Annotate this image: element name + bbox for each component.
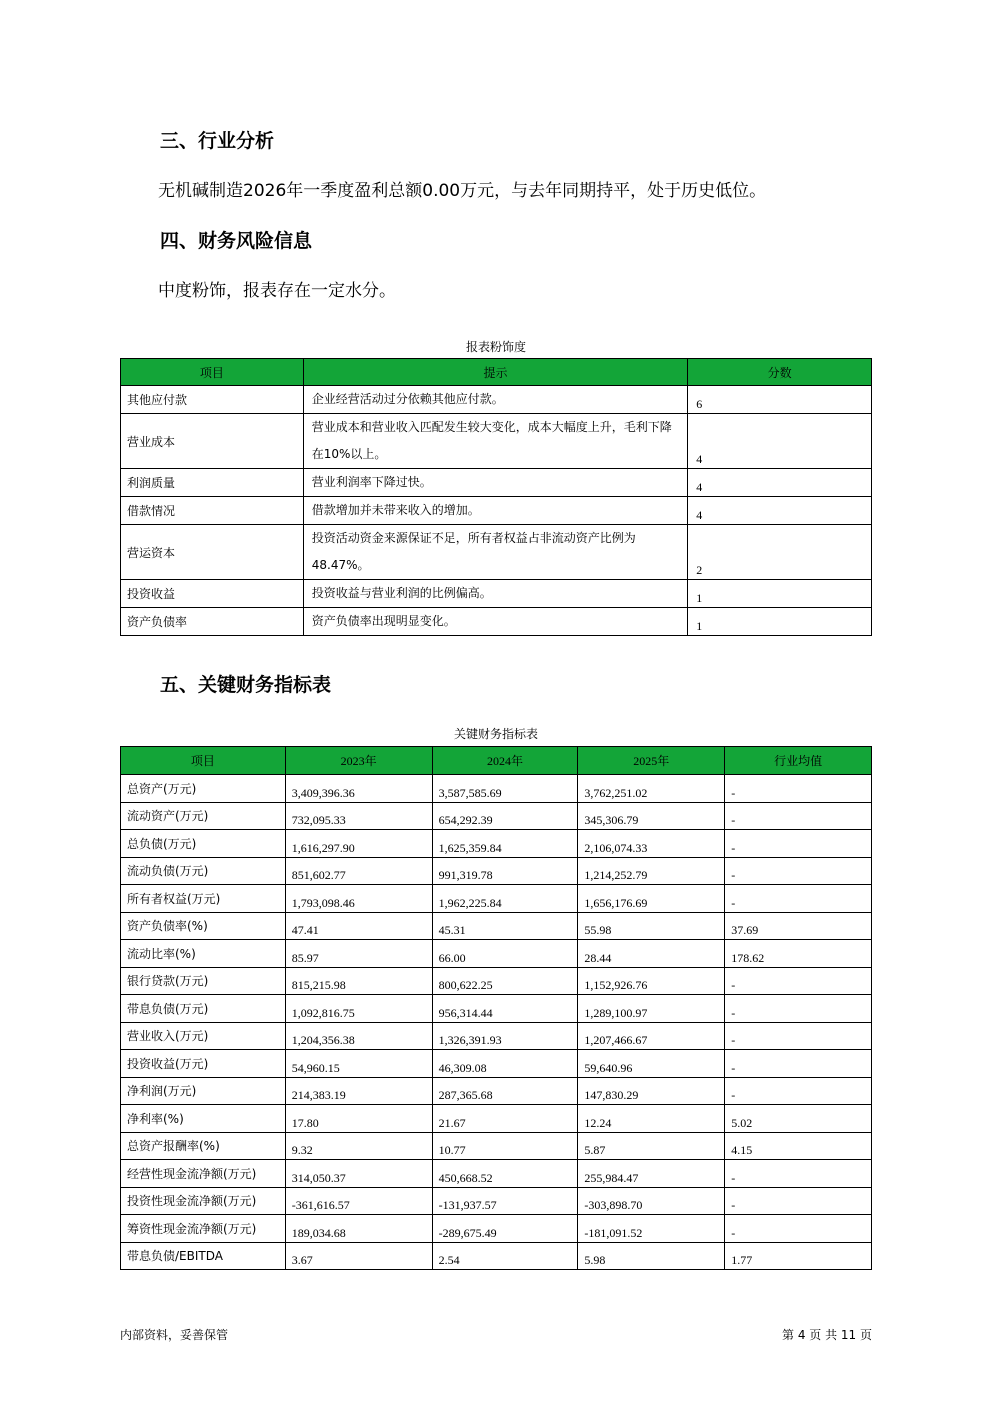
fin-value-cell: -	[725, 1160, 872, 1188]
risk-item-cell: 资产负债率	[121, 608, 304, 636]
fin-value-cell: -	[725, 857, 872, 885]
fin-table-row	[121, 1105, 872, 1133]
fin-table-row	[121, 857, 872, 885]
page-number: 第 4 页 共 11 页	[782, 1328, 872, 1342]
fin-table-caption: 关键财务指标表	[453, 727, 538, 741]
fin-value-cell: 59,640.96	[578, 1050, 725, 1078]
fin-value-cell: 345,306.79	[578, 802, 725, 830]
fin-table-row	[121, 1187, 872, 1215]
fin-table-row	[121, 885, 872, 913]
fin-item-cell: 流动比率(%)	[121, 940, 286, 968]
fin-value-cell: -181,091.52	[578, 1215, 725, 1243]
risk-item-cell: 营业成本	[121, 414, 304, 469]
fin-table-row	[121, 940, 872, 968]
fin-table-header	[121, 747, 872, 775]
fin-header-2024: 2024年	[432, 747, 578, 775]
risk-score-cell: 6	[688, 386, 872, 414]
risk-table-row	[121, 414, 872, 469]
fin-value-cell: 1,204,356.38	[285, 1022, 432, 1050]
fin-value-cell: -	[725, 1187, 872, 1215]
fin-value-cell: 147,830.29	[578, 1077, 725, 1105]
section-4-title: 四、财务风险信息	[160, 230, 313, 252]
risk-item-cell: 投资收益	[121, 580, 304, 608]
fin-value-cell: 46,309.08	[432, 1050, 578, 1078]
fin-value-cell: 3,409,396.36	[285, 775, 432, 803]
fin-item-cell: 营业收入(万元)	[121, 1022, 286, 1050]
risk-table-row	[121, 386, 872, 414]
fin-value-cell: 1,289,100.97	[578, 995, 725, 1023]
fin-header-2025: 2025年	[578, 747, 725, 775]
risk-score-cell: 4	[688, 497, 872, 525]
risk-header-item: 项目	[121, 359, 304, 386]
fin-value-cell: -	[725, 1077, 872, 1105]
fin-value-cell: 37.69	[725, 912, 872, 940]
fin-item-cell: 银行贷款(万元)	[121, 967, 286, 995]
fin-item-cell: 流动资产(万元)	[121, 802, 286, 830]
fin-table-row	[121, 1077, 872, 1105]
fin-value-cell: 3.67	[285, 1242, 432, 1270]
fin-value-cell: 654,292.39	[432, 802, 578, 830]
fin-value-cell: -	[725, 995, 872, 1023]
fin-value-cell: 54,960.15	[285, 1050, 432, 1078]
risk-score-cell: 2	[688, 525, 872, 580]
risk-header-score: 分数	[688, 359, 872, 386]
fin-value-cell: 85.97	[285, 940, 432, 968]
fin-value-cell: 1,214,252.79	[578, 857, 725, 885]
risk-table-caption: 报表粉饰度	[465, 340, 526, 354]
risk-item-cell: 借款情况	[121, 497, 304, 525]
fin-value-cell: 287,365.68	[432, 1077, 578, 1105]
section-5-title: 五、关键财务指标表	[160, 674, 332, 696]
section-3-text: 无机碱制造2026年一季度盈利总额0.00万元，与去年同期持平，处于历史低位。	[158, 181, 767, 201]
risk-item-cell: 其他应付款	[121, 386, 304, 414]
fin-value-cell: 851,602.77	[285, 857, 432, 885]
risk-score-cell: 1	[688, 608, 872, 636]
fin-value-cell: 3,587,585.69	[432, 775, 578, 803]
fin-value-cell: -289,675.49	[432, 1215, 578, 1243]
fin-value-cell: 1,625,359.84	[432, 830, 578, 858]
fin-value-cell: -	[725, 802, 872, 830]
section-3-title: 三、行业分析	[160, 130, 275, 152]
fin-header-item: 项目	[121, 747, 286, 775]
fin-table-row	[121, 1215, 872, 1243]
risk-table-row	[121, 525, 872, 580]
fin-value-cell: 732,095.33	[285, 802, 432, 830]
risk-table-row	[121, 608, 872, 636]
fin-value-cell: 815,215.98	[285, 967, 432, 995]
risk-hint-cell: 资产负债率出现明显变化。	[303, 608, 688, 636]
fin-item-cell: 经营性现金流净额(万元)	[121, 1160, 286, 1188]
fin-value-cell: 9.32	[285, 1132, 432, 1160]
section-4-text: 中度粉饰，报表存在一定水分。	[158, 281, 396, 301]
fin-table-row	[121, 1022, 872, 1050]
fin-value-cell: 5.87	[578, 1132, 725, 1160]
fin-value-cell: 1,326,391.93	[432, 1022, 578, 1050]
risk-score-cell: 1	[688, 580, 872, 608]
fin-item-cell: 筹资性现金流净额(万元)	[121, 1215, 286, 1243]
risk-table-header	[121, 359, 872, 386]
fin-value-cell: 1,152,926.76	[578, 967, 725, 995]
risk-hint-cell: 营业利润率下降过快。	[303, 469, 688, 497]
fin-value-cell: 28.44	[578, 940, 725, 968]
fin-value-cell: -	[725, 1215, 872, 1243]
footer-note: 内部资料，妥善保管	[120, 1328, 229, 1342]
fin-item-cell: 带息负债(万元)	[121, 995, 286, 1023]
fin-table-row	[121, 912, 872, 940]
fin-value-cell: -	[725, 1022, 872, 1050]
fin-item-cell: 流动负债(万元)	[121, 857, 286, 885]
fin-value-cell: -	[725, 885, 872, 913]
risk-score-cell: 4	[688, 469, 872, 497]
fin-value-cell: 1,616,297.90	[285, 830, 432, 858]
risk-hint-cell: 企业经营活动过分依赖其他应付款。	[303, 386, 688, 414]
fin-value-cell: -	[725, 967, 872, 995]
fin-value-cell: 45.31	[432, 912, 578, 940]
fin-value-cell: 3,762,251.02	[578, 775, 725, 803]
fin-item-cell: 所有者权益(万元)	[121, 885, 286, 913]
fin-table-row	[121, 802, 872, 830]
risk-table-row	[121, 469, 872, 497]
fin-value-cell: 66.00	[432, 940, 578, 968]
fin-value-cell: 5.02	[725, 1105, 872, 1133]
fin-value-cell: 1,962,225.84	[432, 885, 578, 913]
risk-hint-cell: 投资活动资金来源保证不足，所有者权益占非流动资产比例为48.47%。	[303, 525, 688, 580]
fin-table-row	[121, 1242, 872, 1270]
fin-header-industry-avg: 行业均值	[725, 747, 872, 775]
fin-value-cell: 17.80	[285, 1105, 432, 1133]
fin-value-cell: 10.77	[432, 1132, 578, 1160]
fin-value-cell: 450,668.52	[432, 1160, 578, 1188]
fin-value-cell: 1,092,816.75	[285, 995, 432, 1023]
fin-header-2023: 2023年	[285, 747, 432, 775]
fin-table-row	[121, 1050, 872, 1078]
fin-value-cell: -	[725, 775, 872, 803]
fin-value-cell: 1,656,176.69	[578, 885, 725, 913]
fin-item-cell: 带息负债/EBITDA	[121, 1242, 286, 1270]
fin-table-row	[121, 967, 872, 995]
fin-value-cell: 55.98	[578, 912, 725, 940]
fin-table-row	[121, 1160, 872, 1188]
fin-value-cell: 189,034.68	[285, 1215, 432, 1243]
risk-score-cell: 4	[688, 414, 872, 469]
fin-value-cell: 991,319.78	[432, 857, 578, 885]
fin-table-row	[121, 995, 872, 1023]
fin-value-cell: 1,793,098.46	[285, 885, 432, 913]
fin-value-cell: 47.41	[285, 912, 432, 940]
fin-value-cell: -	[725, 1050, 872, 1078]
fin-item-cell: 投资性现金流净额(万元)	[121, 1187, 286, 1215]
fin-value-cell: -	[725, 830, 872, 858]
fin-item-cell: 总资产报酬率(%)	[121, 1132, 286, 1160]
fin-value-cell: 956,314.44	[432, 995, 578, 1023]
fin-table-row	[121, 775, 872, 803]
fin-value-cell: 178.62	[725, 940, 872, 968]
fin-value-cell: 1,207,466.67	[578, 1022, 725, 1050]
fin-value-cell: 21.67	[432, 1105, 578, 1133]
fin-value-cell: 12.24	[578, 1105, 725, 1133]
fin-value-cell: 255,984.47	[578, 1160, 725, 1188]
fin-value-cell: 2.54	[432, 1242, 578, 1270]
fin-value-cell: 5.98	[578, 1242, 725, 1270]
risk-hint-cell: 借款增加并未带来收入的增加。	[303, 497, 688, 525]
fin-table-row	[121, 830, 872, 858]
fin-item-cell: 净利率(%)	[121, 1105, 286, 1133]
risk-table-row	[121, 497, 872, 525]
risk-hint-cell: 营业成本和营业收入匹配发生较大变化，成本大幅度上升，毛利下降在10%以上。	[303, 414, 688, 469]
fin-value-cell: -361,616.57	[285, 1187, 432, 1215]
fin-table	[120, 746, 872, 1270]
fin-item-cell: 总负债(万元)	[121, 830, 286, 858]
fin-value-cell: 314,050.37	[285, 1160, 432, 1188]
fin-table-row	[121, 1132, 872, 1160]
risk-table	[120, 358, 872, 636]
fin-value-cell: 4.15	[725, 1132, 872, 1160]
risk-hint-cell: 投资收益与营业利润的比例偏高。	[303, 580, 688, 608]
fin-item-cell: 资产负债率(%)	[121, 912, 286, 940]
fin-item-cell: 投资收益(万元)	[121, 1050, 286, 1078]
fin-item-cell: 净利润(万元)	[121, 1077, 286, 1105]
risk-item-cell: 利润质量	[121, 469, 304, 497]
fin-value-cell: 2,106,074.33	[578, 830, 725, 858]
fin-item-cell: 总资产(万元)	[121, 775, 286, 803]
fin-value-cell: 1.77	[725, 1242, 872, 1270]
risk-item-cell: 营运资本	[121, 525, 304, 580]
fin-value-cell: 214,383.19	[285, 1077, 432, 1105]
fin-value-cell: -131,937.57	[432, 1187, 578, 1215]
fin-value-cell: 800,622.25	[432, 967, 578, 995]
risk-table-row	[121, 580, 872, 608]
fin-value-cell: -303,898.70	[578, 1187, 725, 1215]
risk-header-hint: 提示	[303, 359, 688, 386]
